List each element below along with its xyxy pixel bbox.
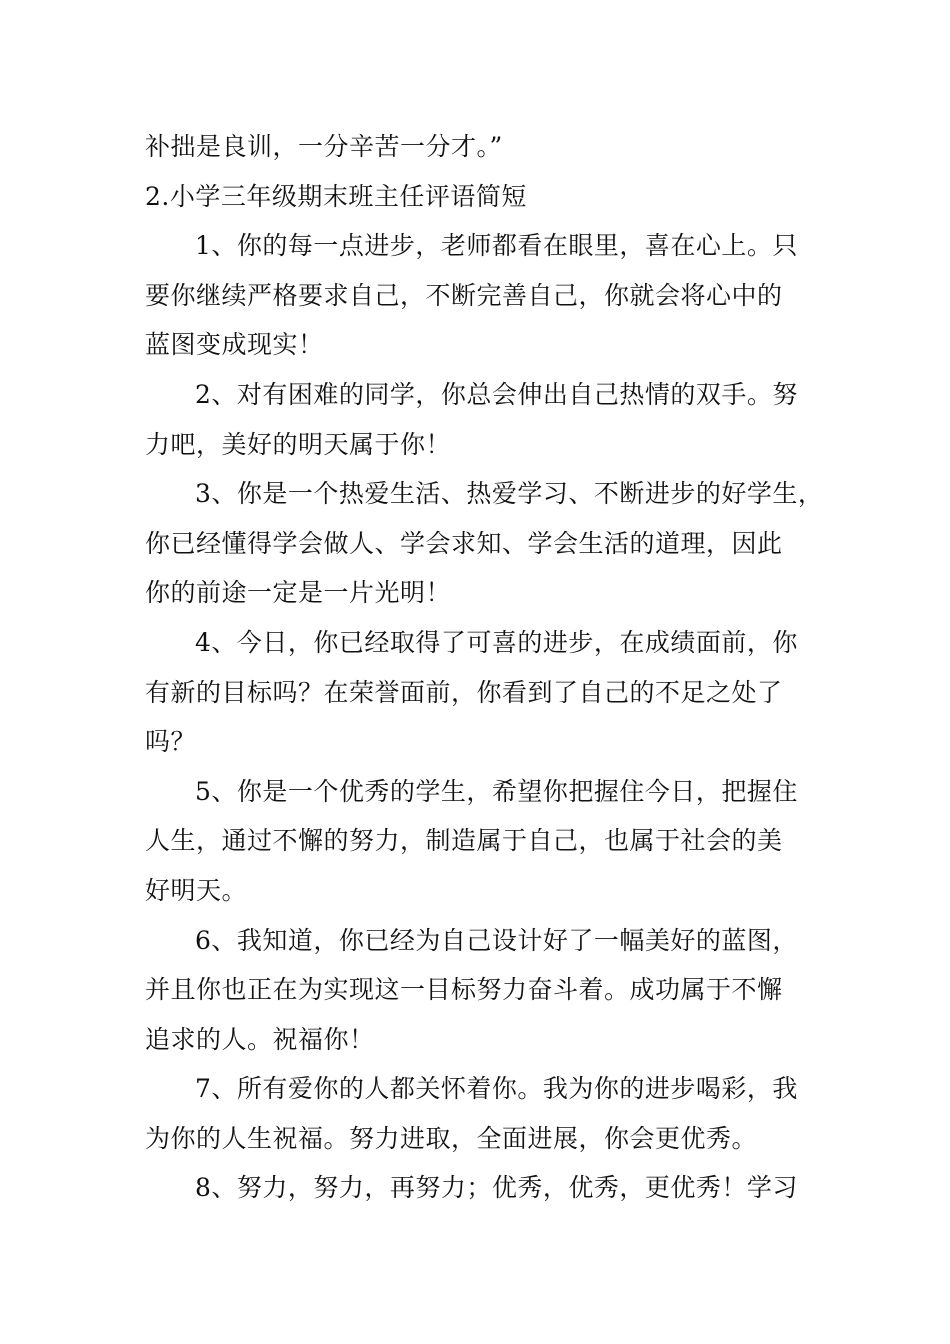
section-heading: 2.小学三年级期末班主任评语简短 [145, 181, 527, 211]
paragraph-3-line: 你的前途一定是一片光明！ [145, 578, 452, 608]
paragraph-5-line: 5、你是一个优秀的学生，希望你把握住今日，把握住 [195, 776, 798, 806]
document-page [145, 122, 835, 1213]
paragraph-4-line: 4、今日，你已经取得了可喜的进步，在成绩面前，你 [195, 627, 798, 657]
paragraph-2-line: 2、对有困难的同学，你总会伸出自己热情的双手。努 [195, 379, 798, 409]
paragraph-3-line: 3、你是一个热爱生活、热爱学习、不断进步的好学生， [195, 479, 824, 509]
paragraph-1-line: 蓝图变成现实！ [145, 330, 324, 360]
paragraph-3-line: 你已经懂得学会做人、学会求知、学会生活的道理，因此 [145, 528, 783, 558]
text-line: 补拙是良训，一分辛苦一分才。” [145, 132, 503, 161]
paragraph-6-line: 并且你也正在为实现这一目标努力奋斗着。成功属于不懈 [145, 975, 783, 1005]
paragraph-1-line: 1、你的每一点进步，老师都看在眼里，喜在心上。只 [195, 231, 798, 261]
paragraph-4-line: 吗？ [145, 727, 197, 757]
paragraph-2-line: 力吧，美好的明天属于你！ [145, 429, 452, 459]
paragraph-6-line: 6、我知道，你已经为自己设计好了一幅美好的蓝图， [195, 925, 798, 955]
paragraph-5-line: 好明天。 [145, 875, 248, 905]
paragraph-1-line: 要你继续严格要求自己，不断完善自己，你就会将心中的 [145, 280, 783, 310]
paragraph-5-line: 人生，通过不懈的努力，制造属于自己，也属于社会的美 [145, 826, 783, 856]
paragraph-8-line: 8、努力，努力，再努力；优秀，优秀，更优秀！学习 [195, 1173, 798, 1203]
paragraph-7-line: 7、所有爱你的人都关怀着你。我为你的进步喝彩，我 [195, 1074, 798, 1104]
paragraph-4-line: 有新的目标吗？在荣誉面前，你看到了自己的不足之处了 [145, 677, 783, 707]
paragraph-7-line: 为你的人生祝福。努力进取，全面进展，你会更优秀。 [145, 1123, 758, 1153]
paragraph-6-line: 追求的人。祝福你！ [145, 1024, 375, 1054]
